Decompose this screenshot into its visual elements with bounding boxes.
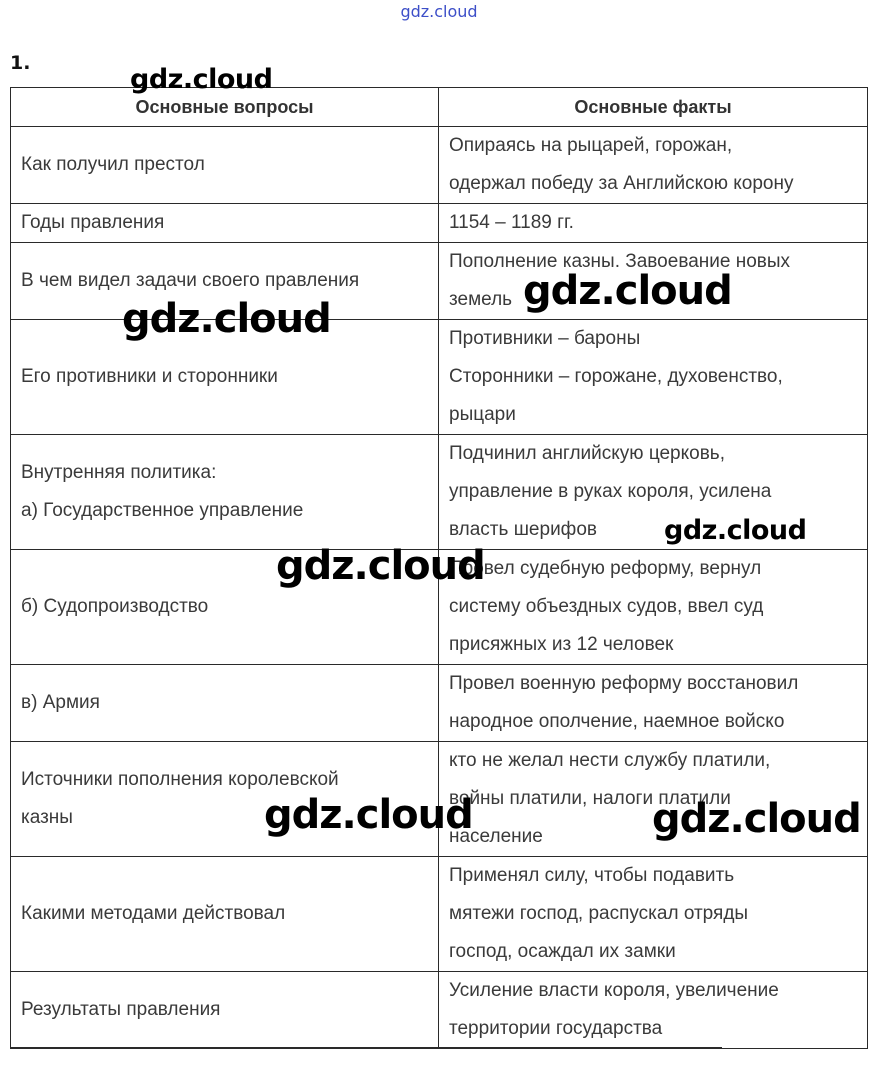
fact-line: мятежи господ, распускал отряды bbox=[449, 903, 749, 924]
question-line: казны bbox=[21, 807, 73, 828]
watermark: gdz.cloud bbox=[130, 64, 273, 95]
question-line: Годы правления bbox=[21, 212, 165, 233]
watermark: gdz.cloud bbox=[523, 268, 732, 314]
fact-line: Подчинил английскую церковь, bbox=[449, 443, 725, 464]
question-line: Источники пополнения королевской bbox=[21, 769, 339, 790]
fact-line: войны платили, налоги платили bbox=[449, 788, 731, 809]
fact-line: господ, осаждал их замки bbox=[449, 941, 676, 962]
facts-cell bbox=[439, 665, 868, 742]
question-line: Внутренняя политика: bbox=[21, 462, 217, 483]
fact-line: присяжных из 12 человек bbox=[449, 634, 674, 655]
task-number: 1. bbox=[10, 52, 31, 74]
watermark: gdz.cloud bbox=[276, 543, 485, 589]
fact-line: народное ополчение, наемное войско bbox=[449, 711, 785, 732]
watermark: gdz.cloud bbox=[122, 296, 331, 342]
fact-line: Усиление власти короля, увеличение bbox=[449, 980, 779, 1001]
fact-line: земель bbox=[449, 289, 513, 310]
fact-line: Противники – бароны bbox=[449, 328, 641, 349]
watermark: gdz.cloud bbox=[264, 792, 473, 838]
fact-line: Применял силу, чтобы подавить bbox=[449, 865, 735, 886]
question-line: Как получил престол bbox=[21, 154, 205, 175]
question-line: Его противники и сторонники bbox=[21, 366, 278, 387]
question-cell bbox=[11, 972, 439, 1049]
table-row bbox=[11, 127, 868, 204]
table-row bbox=[11, 857, 868, 972]
table-row bbox=[11, 665, 868, 742]
table-row bbox=[11, 204, 868, 243]
facts-cell bbox=[439, 972, 868, 1049]
fact-line: кто не желал нести службу платили, bbox=[449, 750, 771, 771]
header-questions: Основные вопросы bbox=[11, 88, 439, 127]
question-line: в) Армия bbox=[21, 692, 100, 713]
watermark: gdz.cloud bbox=[664, 515, 807, 546]
bottom-divider bbox=[10, 1047, 722, 1048]
question-line: б) Судопроизводство bbox=[21, 596, 209, 617]
facts-cell bbox=[439, 127, 868, 204]
fact-line: Провел военную реформу восстановил bbox=[449, 673, 799, 694]
question-cell bbox=[11, 435, 439, 550]
table-row bbox=[11, 972, 868, 1049]
fact-line: систему объездных судов, ввел суд bbox=[449, 596, 764, 617]
question-line: Какими методами действовал bbox=[21, 903, 286, 924]
fact-line: Сторонники – горожане, духовенство, bbox=[449, 366, 783, 387]
watermark: gdz.cloud bbox=[652, 796, 861, 842]
fact-line: Пополнение казны. Завоевание новых bbox=[449, 251, 791, 272]
fact-line: территории государства bbox=[449, 1018, 663, 1039]
fact-line: рыцари bbox=[449, 404, 516, 425]
question-line: а) Государственное управление bbox=[21, 500, 304, 521]
facts-cell bbox=[439, 550, 868, 665]
fact-line: население bbox=[449, 826, 543, 847]
facts-cell bbox=[439, 204, 868, 243]
fact-line: одержал победу за Английскою корону bbox=[449, 173, 794, 194]
facts-cell bbox=[439, 320, 868, 435]
fact-line: управление в руках короля, усилена bbox=[449, 481, 772, 502]
question-line: Результаты правления bbox=[21, 999, 221, 1020]
fact-line: 1154 – 1189 гг. bbox=[449, 212, 574, 233]
question-cell bbox=[11, 857, 439, 972]
question-cell bbox=[11, 665, 439, 742]
header-facts: Основные факты bbox=[439, 88, 868, 127]
question-cell bbox=[11, 204, 439, 243]
fact-line: власть шерифов bbox=[449, 519, 597, 540]
fact-line: Провел судебную реформу, вернул bbox=[449, 558, 762, 579]
question-line: В чем видел задачи своего правления bbox=[21, 270, 360, 291]
top-watermark: gdz.cloud bbox=[400, 2, 478, 21]
question-cell bbox=[11, 127, 439, 204]
facts-cell bbox=[439, 857, 868, 972]
fact-line: Опираясь на рыцарей, горожан, bbox=[449, 135, 733, 156]
